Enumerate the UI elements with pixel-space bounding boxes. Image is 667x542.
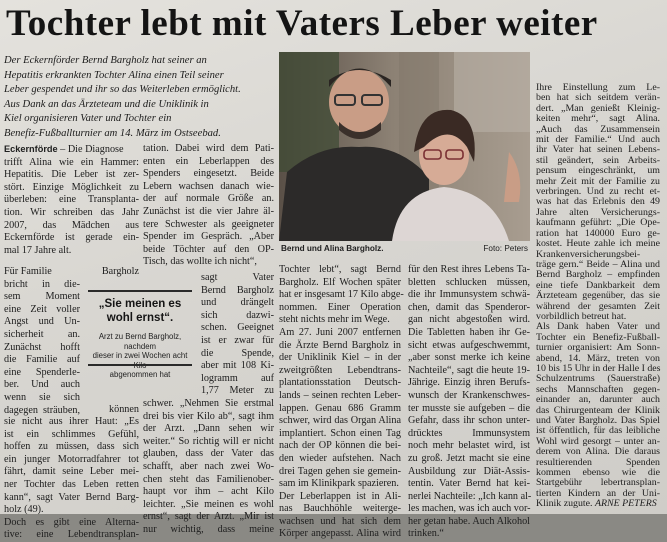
text-line: Ihre Einstellung zum Le- (536, 82, 660, 93)
pullquote-attribution (88, 332, 192, 380)
text-line: Tochter lebt“, sagt Bernd (279, 264, 401, 275)
text-line: ist öffentlich, für das leibliche (536, 425, 660, 437)
text-line: eine Zeit voller (4, 303, 80, 315)
text-line: nerlei Nachteile: „Ich kann al- (408, 490, 532, 502)
text-line: zweitgrößten Lebendtrans- (279, 364, 401, 376)
text-line: vorbildlich betreut hat. (536, 310, 627, 322)
text-line: abend, 14. März, treten von (536, 352, 660, 364)
column-1-top (4, 143, 139, 257)
text-line: stört. Einzige Möglichkeit zu (4, 181, 139, 193)
photo-credit: Foto: Peters (483, 244, 528, 253)
text-line: Der Leberlappen ist in Ali- (279, 490, 401, 502)
text-line: her getan habe. Auch Alkohol (408, 515, 530, 527)
intro-paragraph (4, 54, 272, 141)
column-1-bottom (4, 416, 139, 542)
text-line: pensum eingeschränkt, um (536, 165, 660, 177)
text-line: Krankenversicherungsbei- (536, 248, 641, 260)
text-line: trinken.“ (408, 528, 444, 540)
text-line: Spender im Gespräch. „Aber (143, 231, 274, 243)
intro-line: Kiel organisieren Vater und Tochter ein (4, 113, 172, 124)
text-line: tentin. Vater Bernd hat kei- (408, 478, 530, 490)
text-line: schafft, aber nach zwei Wo- (143, 460, 274, 472)
text-line: chen steht das Familienober- (143, 473, 274, 485)
text-line: Tisch, das wollte ich nicht“, (143, 256, 257, 268)
text-line: mal 17 Jahre alt. (4, 244, 72, 256)
text-line: Nachteile“, sagt die heute 19- (408, 364, 530, 376)
intro-line: Aus Dank an das Ärzteteam und die Uniklinik in (4, 98, 209, 110)
text-line: les machen, was ich auch vor- (408, 503, 531, 515)
text-line: holz (49). (4, 504, 44, 516)
last-line (536, 499, 660, 509)
text-line: glauben, dass der Vater das (143, 448, 274, 460)
text-line: überleben: eine Transplanta- (4, 194, 139, 206)
text-line: wachsen und hat sich dem (279, 515, 401, 527)
text-line: ihr Vater hat seinen Lebens- (536, 144, 660, 156)
text-line: wunsch der Krankenschwes- (408, 389, 530, 401)
text-line: tion. Wir schreiben das Jahr (4, 206, 139, 218)
text-line: die ihr Immunsystem schwä- (408, 289, 530, 301)
text-line: schen. Geeignet (201, 322, 274, 334)
author-byline: ARNE PETERS (594, 498, 657, 510)
text-line: dert. „Man genießt Kleinig- (536, 102, 660, 114)
text-line: derem von Alina. Die daraus (536, 446, 660, 458)
text-line: einander an, darunter auch (536, 394, 660, 406)
text-line: Zunächst hofft (4, 341, 80, 353)
text-line: Gefahr, dass ihr schon unter- (408, 415, 530, 427)
text-line: – Die Diagnose (60, 144, 124, 155)
caption-text: Bernd und Alina Bargholz. (281, 244, 384, 253)
text-line: Klinik zugute. (536, 498, 593, 510)
text-line: Jahre alten Versicherungs- (536, 206, 660, 218)
text-line: träge gern.“ Beide – Alina und (536, 258, 660, 270)
text-line: dagegen sträuben, (4, 404, 80, 416)
text-line: die Ärzte Bernd Bargholz in (279, 339, 401, 351)
text-line: Startgebühr lebertransplan- (536, 477, 660, 489)
text-line: Bargholz (101, 266, 139, 277)
text-line: drücktes Immunsystem (408, 427, 530, 439)
text-line: und Vater Bargholz. Das Spiel (536, 415, 660, 426)
text-line: mehr Zeit mit der Familie zu (536, 175, 660, 187)
column-2-bottom (143, 398, 274, 537)
text-line: resultierenden Spenden (536, 456, 660, 468)
text-line: ist er zwar für (201, 334, 274, 346)
column-3 (279, 264, 404, 541)
text-line: weiter.“ So richtig will er nicht (143, 435, 274, 447)
text-line: 10 bis 15 Uhr in der Halle I des (536, 362, 661, 374)
text-line: hoffen zu müssen, dass sich (4, 441, 139, 453)
column-1-koennen (95, 404, 139, 417)
pullquote-rule-top (88, 290, 192, 292)
text-line: was hat das Erlebnis den 49 (536, 196, 660, 208)
text-line: logramm auf (201, 372, 274, 384)
text-line: sechs Mannschaften gegen- (536, 383, 660, 395)
text-line: Jährige. Einzig ihren Berufs- (408, 377, 530, 389)
text-line: noch mehr belastet wird, ist (408, 440, 530, 452)
pullquote (88, 297, 192, 325)
text-line: fährt, damit seine Leber mei- (4, 466, 139, 478)
attribution-line: dieser in zwei Wochen acht (92, 351, 188, 361)
column-1-narrow (4, 266, 80, 417)
text-line: ration hat 140000 Euro ge- (536, 227, 660, 239)
text-line: schwer. „Nehmen Sie erstmal (143, 398, 274, 409)
text-line: ernst“, sagt der Arzt. „Mir ist (143, 511, 274, 523)
column-4 (408, 264, 530, 541)
text-line: trifft Alina wie ein Hammer: (4, 156, 139, 168)
text-line: drei Tagen gehen sie gemein- (279, 465, 401, 477)
text-line: verbringen. Und zu recht et- (536, 186, 660, 198)
pullquote-line: wohl ernst“. (106, 312, 174, 324)
text-line: „Auch das Zusammensein (536, 123, 660, 135)
text-line: beide Töchter auf den OP- (143, 243, 274, 255)
intro-line: Leber gespendet und ihr so das Weiterleben ermöglicht. (4, 84, 241, 95)
text-line: Doch es gibt eine Alterna- (4, 516, 139, 528)
text-line: ist ein schlimmes Gefühl, (4, 428, 139, 440)
text-line: für den Rest ihres Lebens Ta- (408, 264, 530, 275)
text-line: nur wichtig, dass meine (143, 523, 274, 535)
text-line: chen, damit das Spenderor- (408, 301, 530, 313)
text-line: Am 27. Juni 2007 entfernen (279, 326, 401, 338)
attribution-line: abgenommen hat (109, 370, 171, 380)
text-line: enten ein Leberlappen des (143, 155, 274, 167)
text-line: haupt vor ihm – acht Kilo (143, 486, 274, 498)
text-line: implantiert. Schon einen Tag (279, 427, 401, 439)
text-line: Bernd Bargholz (201, 284, 274, 296)
text-line: wenn sie sich (4, 391, 80, 403)
text-line: schwer, wird das Organ Alina (279, 415, 401, 427)
attribution-line: Arzt zu Bernd Bargholz, nachdem (98, 332, 182, 351)
text-line: sem Moment (4, 291, 80, 303)
text-line: keiten mehr“, sagt Alina. (536, 113, 660, 125)
text-line: ner Tochter das Leben retten (4, 478, 139, 490)
dateline: Eckernförde (4, 144, 58, 154)
photo-father-daughter (279, 52, 530, 241)
text-line: Lebern wachsen danach wie- (143, 180, 274, 192)
text-line: „aber sonst merke ich keine (408, 352, 530, 364)
text-line: bletten schlucken müssen, (408, 276, 530, 288)
text-line: 2007, das Mädchen aus (4, 219, 139, 231)
text-line: sich dazwi- (201, 309, 274, 321)
text-line: sicherheit an. (4, 328, 80, 340)
text-line: sie nicht aus ihrer Haut: „Es (4, 416, 139, 427)
text-line: Eckernförde ist gerade ein- (4, 232, 139, 244)
text-line: steht nichts mehr im Wege. (279, 314, 390, 326)
text-line: das Chirurgenteam der Klinik (536, 404, 660, 416)
text-line: leichter. „Sie meinen es wohl (143, 498, 274, 510)
text-line: Als Dank haben Vater und (536, 321, 660, 333)
text-line: ben hat sich seitdem verän- (536, 92, 660, 104)
text-line: kostet. Heute zahle ich meine (536, 238, 660, 250)
text-line: Hepatitis. Die Leber ist zer- (4, 169, 139, 181)
text-line: Die Tabletten haben ihr Ge- (408, 326, 530, 338)
text-line: Zunächst ist die vier Jahre äl- (143, 205, 274, 217)
text-line: drei bis vier Kilo ab“, sagt ihm (143, 410, 274, 422)
text-line: aber mit 108 Ki- (201, 360, 274, 372)
text-line: Schulzentrums (Sauerstraße) (536, 373, 660, 385)
text-line: der Arzt. „Dann sehen wir (143, 423, 274, 435)
text-line: hat er insgesamt 17 Kilo abge- (279, 289, 404, 301)
text-line: ter musste sie aufgeben – die (408, 402, 530, 414)
text-line: plantationsstation Deutsch- (279, 377, 401, 389)
text-line: können (109, 404, 139, 415)
text-line: sicht etwas aufgeschwemmt, (408, 339, 530, 351)
text-line: nach der OP können die bei- (279, 440, 401, 452)
intro-line: Hepatitis erkrankten Tochter Alina einen Teil seiner (4, 69, 224, 81)
column-1-bargholz (95, 266, 139, 279)
text-line: eine Spenderle- (4, 366, 80, 378)
text-line: Spenders eingesetzt. Beide (143, 168, 274, 180)
text-line: kaufmann geführt: „Die Ope- (536, 217, 660, 229)
text-line: sam im Klinikpark spazieren. (279, 478, 399, 490)
text-line: Wohl wird gesorgt – unter an- (536, 435, 660, 447)
text-line: und drängelt (201, 297, 274, 309)
text-line: lappen. Genau 686 Gramm (279, 402, 401, 414)
text-line: ber. Und auch (4, 379, 80, 391)
text-line: die Familie auf (4, 354, 80, 366)
column-2-narrow (201, 272, 274, 398)
text-line: Tochter ein Benefiz-Fußball- (536, 331, 660, 343)
text-line: turnier organisiert: Am Sonn- (536, 342, 660, 354)
headline: Tochter lebt mit Vaters Leber weiter (6, 3, 598, 44)
text-line: Angst und Un- (4, 316, 80, 328)
text-line: der Uniklinik Kiel – in der (279, 352, 401, 364)
text-line: während der gesamten Zeit (536, 300, 660, 312)
text-line: stil geändert, sein Arbeits- (536, 154, 660, 166)
intro-line: Benefiz-Fußballturnier am 14. März im Ostseebad. (4, 127, 221, 139)
text-line: tive: eine Lebendtransplan- (4, 529, 139, 541)
text-line: tierten Kindern an der Uni- (536, 487, 660, 499)
text-line: mit der Familie.“ Und auch (536, 134, 660, 146)
text-line: den wieder aufstehen. Nach (279, 452, 401, 464)
text-line: Ärzteteam gegenüber, das sie (536, 290, 660, 302)
text-line: sagt Vater (201, 272, 274, 283)
text-line: kann“, sagt Vater Bernd Barg- (4, 491, 139, 503)
text-line: die Spende, (201, 347, 274, 359)
text-line: Ausbildung zur Diät-Assis- (408, 465, 530, 477)
text-line: ein junger Motorradfahrer tot (4, 453, 139, 465)
column-2-top (143, 143, 274, 269)
text-line: tere Schwester als geeigneter (143, 218, 274, 230)
text-line: bricht in die- (4, 278, 80, 290)
text-line: nommen. Einer Operation (279, 301, 401, 313)
photo-image (279, 52, 530, 241)
text-line: tation. Dabei wird dem Pati- (143, 143, 274, 154)
first-line (4, 143, 139, 157)
intro-line: Der Eckernförder Bernd Bargholz hat seiner an (4, 55, 207, 66)
photo-caption (279, 243, 530, 257)
text-line: Bernd Bargholz – empfinden (536, 269, 660, 281)
text-line: 1,77 Meter zu (201, 385, 274, 397)
text-line: der auf normale Größe an. (143, 193, 274, 205)
text-line: lands – seinen rechten Leber- (279, 389, 401, 401)
text-line: gan nicht abgestoßen wird. (408, 314, 530, 326)
text-line: Bargholz. Elf Wochen später (279, 276, 401, 288)
text-line: kommen ebenso wie die (536, 467, 660, 479)
column-5 (536, 83, 660, 510)
text-line: eine tiefe Dankbarkeit dem (536, 279, 660, 291)
pullquote-line: „Sie meinen es (98, 298, 182, 310)
text-line: nas Bauchhöhle weiterge- (279, 503, 401, 515)
text-line: Körper angepasst. Alina wird (279, 528, 401, 540)
pullquote-rule-bottom (88, 364, 192, 366)
text-line: Für Familie (4, 266, 52, 277)
text-line: zu groß. Jetzt macht sie eine (408, 452, 530, 464)
